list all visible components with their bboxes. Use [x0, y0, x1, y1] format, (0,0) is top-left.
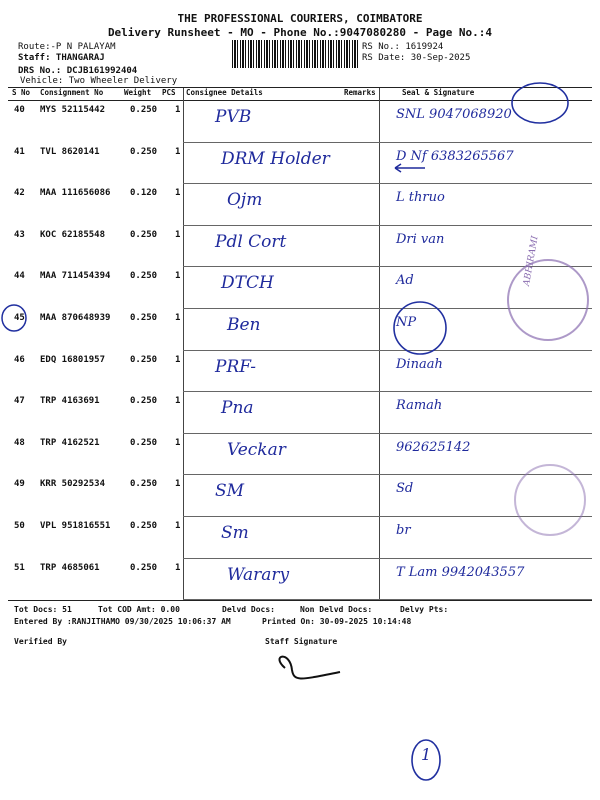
rubber-stamp: [508, 260, 588, 340]
row-sno: 45: [14, 313, 25, 323]
row-signature-handwriting: br: [396, 523, 411, 538]
printed-on: Printed On: 30-09-2025 10:14:48: [262, 617, 412, 626]
col-pcs: PCS: [162, 88, 176, 97]
row-sno: 42: [14, 188, 25, 199]
entered-by: Entered By :RANJITHAMO 09/30/2025 10:06:37 AM: [14, 617, 231, 626]
total-cod: Tot COD Amt: 0.00: [98, 605, 180, 614]
row-weight: 0.250: [130, 437, 158, 448]
rs-number: RS No.: 1619924: [362, 42, 444, 52]
staff-label: Staff: THANGARAJ: [18, 53, 105, 63]
drs-number: DRS No.: DCJB161992404: [18, 66, 138, 76]
row-consignee-handwriting: PVB: [215, 107, 252, 127]
row-weight: 0.250: [130, 105, 158, 115]
route-label: Route:-P N PALAYAM: [18, 42, 116, 52]
row-sno: 51: [14, 562, 25, 573]
row-pcs: 1: [175, 562, 181, 573]
row-pcs: 1: [175, 396, 181, 407]
col-sno: S No: [12, 88, 31, 97]
row-sno: 49: [14, 479, 25, 490]
col-weight: Weight: [124, 88, 152, 97]
rubber-stamp-2: [515, 465, 585, 535]
row-signature-handwriting: Dri van: [396, 231, 445, 247]
row-weight: 0.250: [130, 354, 158, 365]
row-signature-handwriting: Ad: [396, 273, 414, 289]
row-signature-handwriting: L thruo: [396, 190, 445, 206]
row-consignment: KOC 62185548: [40, 229, 106, 240]
row-consignee-handwriting: Veckar: [227, 439, 286, 460]
row-weight: 0.250: [130, 313, 158, 323]
row-consignment: TVL 8620141: [40, 146, 100, 157]
row-sno: 47: [14, 396, 25, 407]
row-signature-handwriting: T Lam 9942043557: [396, 564, 525, 580]
row-weight: 0.250: [130, 479, 158, 490]
row-weight: 0.250: [130, 396, 158, 407]
row-pcs: 1: [175, 105, 181, 115]
delivery-points: Delvy Pts:: [400, 605, 449, 614]
row-pcs: 1: [175, 229, 181, 240]
staff-signature-scribble: [279, 657, 340, 679]
row-signature-handwriting: Sd: [396, 481, 414, 497]
delivered-docs: Delvd Docs:: [222, 605, 275, 614]
row-pcs: 1: [175, 188, 181, 199]
row-pcs: 1: [175, 479, 181, 490]
vehicle-label: Vehicle: Two Wheeler Delivery: [20, 76, 178, 86]
row-signature-handwriting: SNL 9047068920: [396, 107, 512, 122]
row-signature-handwriting: 962625142: [396, 439, 471, 455]
row-sno: 44: [14, 271, 25, 282]
row-sno: 41: [14, 146, 25, 157]
runsheet-subtitle: Delivery Runsheet - MO - Phone No.:9047080280 - Page No.:4: [107, 26, 493, 39]
non-delivered-docs: Non Delvd Docs:: [300, 605, 373, 614]
row-consignee-handwriting: DTCH: [221, 273, 274, 294]
row-consignee-handwriting: Ben: [227, 315, 261, 335]
row45-circle-mark: [2, 305, 26, 331]
row-consignee-handwriting: PRF-: [215, 356, 257, 377]
row-consignee-handwriting: DRM Holder: [221, 148, 330, 169]
row-consignment: MAA 111656086: [40, 188, 111, 199]
row-pcs: 1: [175, 313, 181, 323]
row-consignee-handwriting: SM: [215, 481, 245, 502]
row-weight: 0.250: [130, 562, 158, 573]
row-consignee-handwriting: Sm: [221, 523, 249, 543]
col-consignment: Consignment No: [40, 88, 104, 97]
row-sno: 40: [14, 105, 25, 115]
np-circle-mark: [394, 302, 446, 354]
row-pcs: 1: [175, 271, 181, 282]
row-weight: 0.250: [130, 146, 158, 157]
row-consignee-handwriting: Pdl Cort: [215, 231, 287, 252]
row-weight: 0.250: [130, 521, 158, 531]
row-consignment: KRR 50292534: [40, 479, 106, 490]
row-signature-handwriting: NP: [396, 315, 417, 330]
total-docs: Tot Docs: 51: [14, 605, 72, 614]
row-weight: 0.250: [130, 229, 158, 240]
verified-by: Verified By: [14, 637, 67, 646]
row-consignment: MAA 870648939: [40, 313, 111, 323]
row-pcs: 1: [175, 437, 181, 448]
staff-signature-label: Staff Signature: [265, 637, 338, 646]
row-sno: 50: [14, 521, 25, 531]
col-seal: Seal & Signature: [402, 88, 475, 97]
row-consignment: TRP 4162521: [40, 437, 100, 448]
row-weight: 0.120: [130, 188, 158, 199]
row-sno: 48: [14, 437, 25, 448]
rs-date: RS Date: 30-Sep-2025: [362, 53, 471, 63]
row-consignment: EDQ 16801957: [40, 354, 106, 365]
row-consignment: MAA 711454394: [40, 271, 111, 282]
row-signature-handwriting: Dinaah: [396, 356, 443, 372]
row-sno: 46: [14, 354, 25, 365]
col-remarks: Remarks: [344, 88, 376, 97]
row-consignment: TRP 4685061: [40, 562, 100, 573]
row-pcs: 1: [175, 521, 181, 531]
row-consignment: MYS 52115442: [40, 105, 106, 115]
row-signature-handwriting: D Nf 6383265567: [396, 148, 514, 164]
row-signature-handwriting: Ramah: [396, 398, 443, 414]
sm-circle-mark: [512, 83, 568, 123]
col-details: Consignee Details: [186, 88, 263, 97]
row-consignment: VPL 951816551: [40, 521, 111, 531]
stamp-text: ABHIRAMI: [522, 235, 541, 287]
row-sno: 43: [14, 229, 25, 240]
row-pcs: 1: [175, 146, 181, 157]
row-pcs: 1: [175, 354, 181, 365]
row-consignee-handwriting: Warary: [227, 564, 290, 585]
row-weight: 0.250: [130, 271, 158, 282]
row-consignment: TRP 4163691: [40, 396, 100, 407]
circle-note: 1: [421, 745, 432, 764]
row-consignee-handwriting: Pna: [221, 398, 254, 419]
company-title: THE PROFESSIONAL COURIERS, COIMBATORE: [177, 12, 423, 25]
row41-arrow-mark: [395, 164, 425, 172]
row-consignee-handwriting: Ojm: [227, 190, 263, 211]
